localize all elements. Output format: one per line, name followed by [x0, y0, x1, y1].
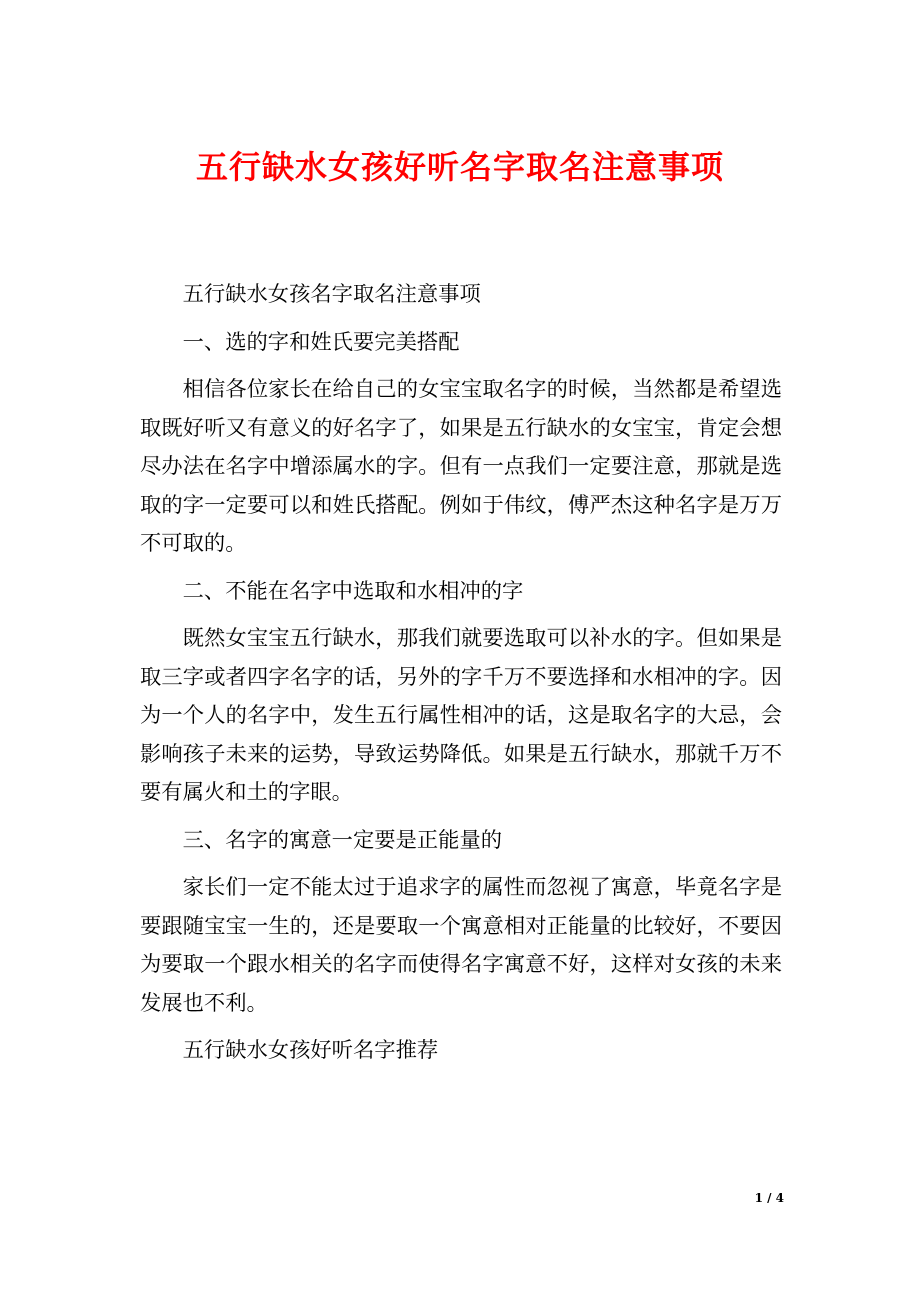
recommendation-heading: 五行缺水女孩好听名字推荐 [182, 1038, 439, 1063]
section-paragraph-1: 相信各位家长在给自己的女宝宝取名字的时候，当然都是希望选取既好听又有意义的好名字了，如果是五行缺水的女宝宝，肯定会想尽办法在名字中增添属水的字。但有一点我们一定要注意，那就是选取的字一定要可以和姓氏搭配。例如于伟纹，傅严杰这种名字是万万不可取的。 [140, 377, 782, 556]
document-title: 五行缺水女孩好听名字取名注意事项 [195, 148, 724, 186]
page-number: 1 / 4 [754, 1191, 784, 1205]
section-paragraph-2: 既然女宝宝五行缺水，那我们就要选取可以补水的字。但如果是取三字或者四字名字的话，另外的字千万不要选择和水相冲的字。因为一个人的名字中，发生五行属性相冲的话，这是取名字的大忌，会影响孩子未来的运势，导致运势降低。如果是五行缺水，那就千万不要有属火和土的字眼。 [140, 626, 782, 805]
section-heading-1: 一、选的字和姓氏要完美搭配 [182, 329, 460, 355]
section-heading-2: 二、不能在名字中选取和水相冲的字 [182, 578, 524, 604]
document-body [140, 276, 782, 1080]
section-paragraph-3: 家长们一定不能太过于追求字的属性而忽视了寓意，毕竟名字是要跟随宝宝一生的，还是要取一个寓意相对正能量的比较好，不要因为要取一个跟水相关的名字而使得名字寓意不好，这样对女孩的未来发展也不利。 [140, 875, 782, 1016]
paragraph-intro-heading: 五行缺水女孩名字取名注意事项 [182, 282, 481, 307]
section-heading-3: 三、名字的寓意一定要是正能量的 [182, 827, 503, 853]
